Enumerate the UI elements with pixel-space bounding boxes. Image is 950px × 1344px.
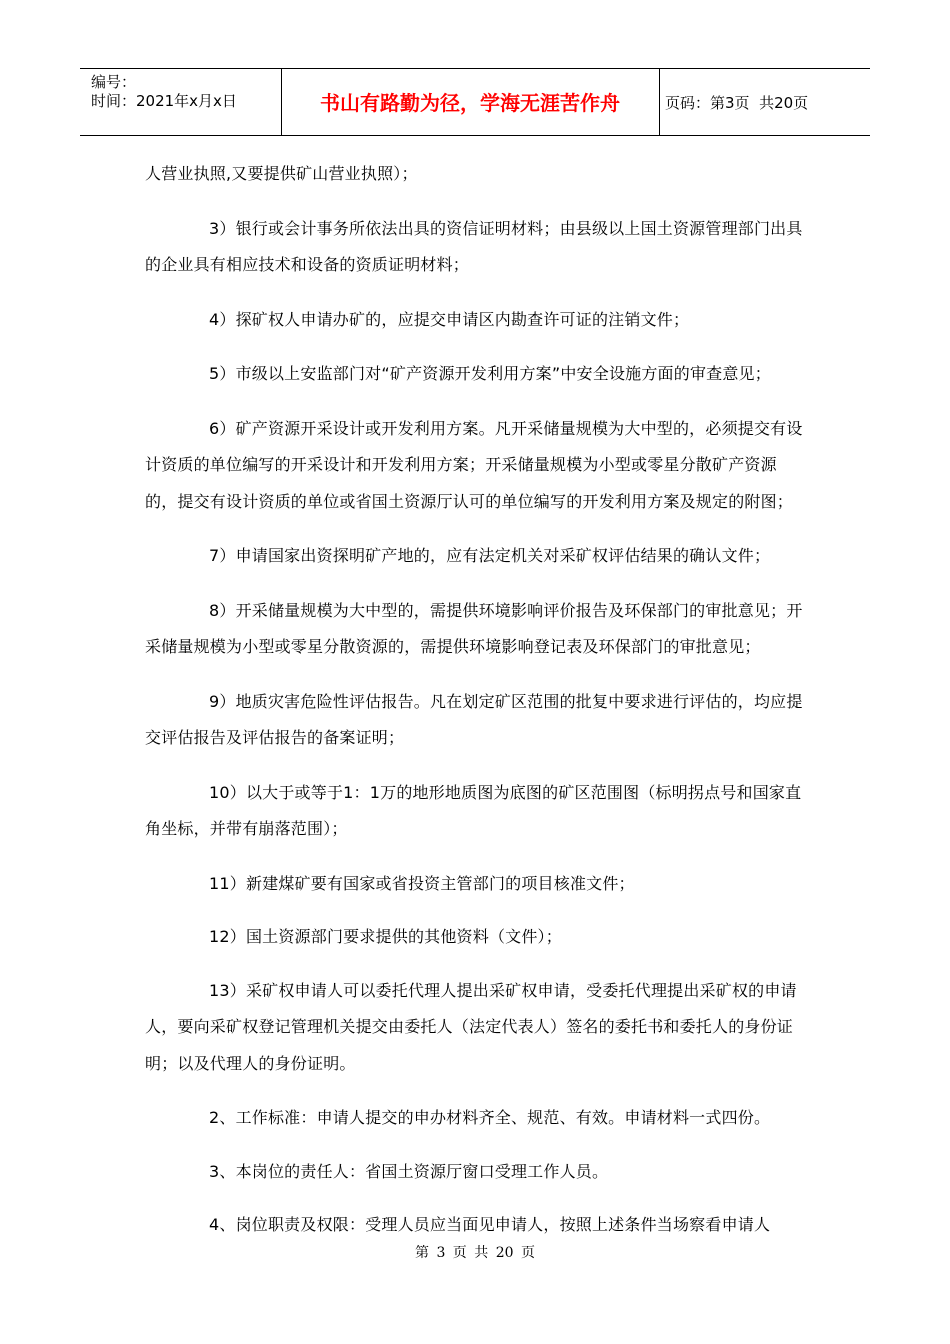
document-body: [145, 156, 805, 1244]
header-divider: [659, 69, 660, 135]
body-paragraph: 8）开采储量规模为大中型的，需提供环境影响评价报告及环保部门的审批意见；开采储量规模为小型或零星分散资源的，需提供环境影响登记表及环保部门的审批意见；: [145, 600, 803, 656]
document-time-label: 时间：2021年x月x日: [91, 92, 237, 110]
header-page-info: 页码：第3页 共20页: [665, 94, 809, 112]
body-paragraph: 3）银行或会计事务所依法出具的资信证明材料；由县级以上国土资源管理部门出具的企业具有相应技术和设备的资质证明材料；: [145, 218, 803, 274]
body-paragraph: 4、岗位职责及权限：受理人员应当面见申请人，按照上述条件当场察看申请人: [209, 1215, 771, 1234]
body-paragraph: 人营业执照,又要提供矿山营业执照）；: [145, 164, 418, 183]
body-paragraph: 11）新建煤矿要有国家或省投资主管部门的项目核准文件；: [209, 873, 635, 893]
page-header: [80, 68, 870, 136]
body-paragraph: 2、工作标准：申请人提交的申办材料齐全、规范、有效。申请材料一式四份。: [209, 1108, 771, 1127]
body-paragraph: 13）采矿权申请人可以委托代理人提出采矿权申请，受委托代理提出采矿权的申请人，要向采矿权登记管理机关提交由委托人（法定代表人）签名的委托书和委托人的身份证明；以及代理人的身份证明。: [145, 980, 797, 1073]
body-paragraph: 10）以大于或等于1：1万的地形地质图为底图的矿区范围图（标明拐点号和国家直角坐标，并带有崩落范围）；: [145, 782, 802, 838]
body-paragraph: 4）探矿权人申请办矿的，应提交申请区内勘查许可证的注销文件；: [209, 309, 690, 329]
body-paragraph: 6）矿产资源开采设计或开发利用方案。凡开采储量规模为大中型的，必须提交有设计资质的单位编写的开采设计和开发利用方案；开采储量规模为小型或零星分散矿产资源的，提交有设计资质的单位或省国土资源厅认可的单位编写的开发利用方案及规定的附图；: [145, 418, 803, 511]
page-footer: 第 3 页 共 20 页: [415, 1245, 535, 1261]
body-paragraph: 5）市级以上安监部门对“矿产资源开发利用方案”中安全设施方面的审查意见；: [209, 364, 771, 383]
header-meta: [91, 73, 237, 111]
body-paragraph: 9）地质灾害危险性评估报告。凡在划定矿区范围的批复中要求进行评估的，均应提交评估报告及评估报告的备案证明；: [145, 691, 803, 747]
header-motto: 书山有路勤为径，学海无涯苦作舟: [320, 91, 620, 115]
document-number-label: 编号：: [91, 73, 137, 91]
body-paragraph: 3、本岗位的责任人：省国土资源厅窗口受理工作人员。: [209, 1161, 609, 1181]
body-paragraph: 12）国土资源部门要求提供的其他资料（文件）；: [209, 927, 562, 946]
body-paragraph: 7）申请国家出资探明矿产地的，应有法定机关对采矿权评估结果的确认文件；: [209, 546, 771, 565]
